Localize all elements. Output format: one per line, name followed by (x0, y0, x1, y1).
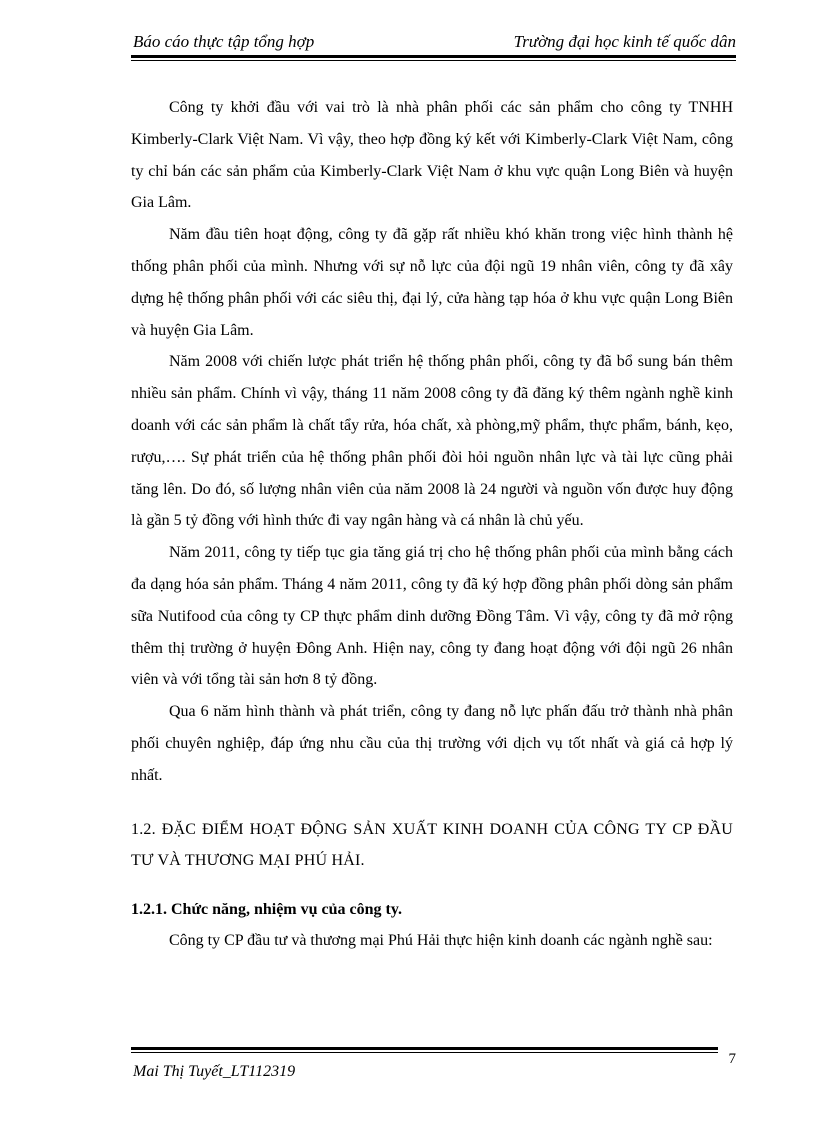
page-number: 7 (728, 1051, 736, 1067)
footer-rule-thin (131, 1052, 718, 1053)
subsection-heading: 1.2.1. Chức năng, nhiệm vụ của công ty. (131, 900, 402, 918)
section-heading: 1.2. ĐẶC ĐIỂM HOẠT ĐỘNG SẢN XUẤT KINH DOANH CỦA CÔNG TY CP ĐẦU TƯ VÀ THƯƠNG MẠI PHÚ HẢI. (131, 820, 733, 869)
footer-author: Mai Thị Tuyết_LT112319 (133, 1063, 296, 1080)
paragraph-5: Qua 6 năm hình thành và phát triển, công ty đang nỗ lực phấn đấu trở thành nhà phân phối chuyên nghiệp, đáp ứng nhu cầu của thị trường với dịch vụ tốt nhất và giá cả hợp lý nhất. (131, 703, 733, 784)
page-footer (131, 1047, 736, 1087)
header-rule-thin (131, 60, 736, 61)
header-university-name: Trường đại học kinh tế quốc dân (513, 32, 736, 51)
footer-rule-thick (131, 1047, 718, 1050)
paragraph-4: Năm 2011, công ty tiếp tục gia tăng giá trị cho hệ thống phân phối của mình bằng cách đa dạng hóa sản phẩm. Tháng 4 năm 2011, công ty đã ký hợp đồng phân phối dòng sản phẩm sữa Nutifood của công ty CP thực phẩm dinh dưỡng Đồng Tâm. Vì vậy, công ty đã mở rộng thêm thị trường ở huyện Đông Anh. Hiện nay, công ty đang hoạt động với đội ngũ 26 nhân viên và với tổng tài sản hơn 8 tỷ đồng. (131, 544, 733, 689)
paragraph-2: Năm đầu tiên hoạt động, công ty đã gặp rất nhiều khó khăn trong việc hình thành hệ thống phân phối của mình. Nhưng với sự nỗ lực của đội ngũ 19 nhân viên, công ty đã xây dựng hệ thống phân phối với các siêu thị, đại lý, cửa hàng tạp hóa ở khu vực quận Long Biên và huyện Gia Lâm. (131, 226, 733, 339)
header-report-title: Báo cáo thực tập tổng hợp (133, 32, 315, 51)
paragraph-3: Năm 2008 với chiến lược phát triển hệ thống phân phối, công ty đã bổ sung bán thêm nhiều sản phẩm. Chính vì vậy, tháng 11 năm 2008 công ty đã đăng ký thêm ngành nghề kinh doanh với các sản phẩm là chất tẩy rửa, hóa chất, xà phòng,mỹ phẩm, thực phẩm, bánh, kẹo, rượu,…. Sự phát triển của hệ thống phân phối đòi hỏi nguồn nhân lực và tài lực cũng phải tăng lên. Do đó, số lượng nhân viên của năm 2008 là 24 người và nguồn vốn được huy động là gần 5 tỷ đồng với hình thức đi vay ngân hàng và cá nhân là chủ yếu. (131, 353, 733, 530)
paragraph-final: Công ty CP đầu tư và thương mại Phú Hải thực hiện kinh doanh các ngành nghề sau: (169, 931, 713, 949)
paragraph-1: Công ty khởi đầu với vai trò là nhà phân phối các sản phẩm cho công ty TNHH Kimberly-Clark Việt Nam. Vì vậy, theo hợp đồng ký kết với Kimberly-Clark Việt Nam, công ty chỉ bán các sản phẩm của Kimberly-Clark Việt Nam ở khu vực quận Long Biên và huyện Gia Lâm. (131, 99, 733, 212)
header-rule-thick (131, 55, 736, 58)
document-body (131, 92, 733, 956)
page-header (131, 28, 736, 58)
